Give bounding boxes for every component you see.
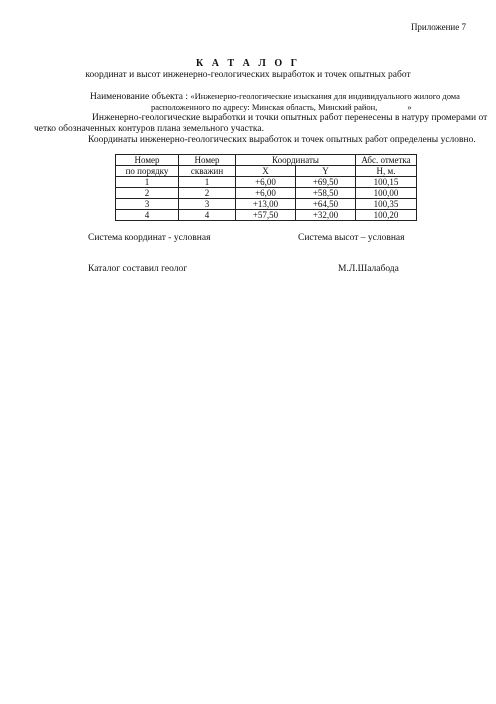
document-title: К А Т А Л О Г (196, 58, 300, 69)
cell-h: 100,15 (356, 177, 417, 188)
header-elev-bottom: Н, м. (356, 166, 417, 177)
cell-x: +6,00 (236, 177, 296, 188)
header-order-top: Номер (116, 155, 179, 166)
header-elev-top: Абс. отметка (356, 155, 417, 166)
cell-well: 4 (179, 210, 236, 221)
object-value-line2: расположенного по адресу: Минская область, Минский район, (151, 102, 378, 112)
header-well-top: Номер (179, 155, 236, 166)
object-name-line2 (151, 102, 412, 112)
cell-h: 100,00 (356, 188, 417, 199)
cell-order: 1 (116, 177, 179, 188)
header-coords: Координаты (236, 155, 356, 166)
cell-order: 3 (116, 199, 179, 210)
appendix-label: Приложение 7 (410, 22, 466, 32)
object-label: Наименование объекта : (90, 92, 191, 102)
cell-well: 2 (179, 188, 236, 199)
coordinates-table (115, 154, 417, 221)
cell-h: 100,35 (356, 199, 417, 210)
cell-y: +32,00 (296, 210, 356, 221)
header-order-bottom: по порядку (116, 166, 179, 177)
coordinate-system-note: Система координат - условная (88, 233, 211, 243)
paragraph1-line2: четко обозначенных контуров плана земельного участка. (34, 124, 264, 134)
object-name-line1 (90, 91, 460, 102)
cell-h: 100,20 (356, 210, 417, 221)
paragraph1-line1: Инженерно-геологические выработки и точки опытных работ перенесены в натуру промерами от (92, 113, 488, 123)
compiled-by-label: Каталог составил геолог (88, 264, 188, 274)
table-row (116, 199, 417, 210)
cell-x: +57,50 (236, 210, 296, 221)
header-x: X (236, 166, 296, 177)
table-row (116, 210, 417, 221)
cell-y: +58,50 (296, 188, 356, 199)
paragraph2: Координаты инженерно-геологических выработок и точек опытных работ определены условно. (88, 135, 476, 145)
cell-y: +64,50 (296, 199, 356, 210)
cell-order: 4 (116, 210, 179, 221)
table-header-row (116, 166, 417, 177)
header-y: Y (296, 166, 356, 177)
table-row (116, 188, 417, 199)
cell-x: +6,00 (236, 188, 296, 199)
cell-order: 2 (116, 188, 179, 199)
object-close-quote: » (407, 102, 412, 112)
geologist-name: М.Л.Шалабода (338, 264, 399, 274)
header-well-bottom: скважин (179, 166, 236, 177)
table-row (116, 177, 417, 188)
cell-well: 3 (179, 199, 236, 210)
object-value-line1: «Инженерно-геологические изыскания для индивидуального жилого дома (190, 91, 460, 101)
document-subtitle: координат и высот инженерно-геологических выработок и точек опытных работ (85, 70, 411, 80)
cell-x: +13,00 (236, 199, 296, 210)
cell-well: 1 (179, 177, 236, 188)
cell-y: +69,50 (296, 177, 356, 188)
table-header-row (116, 155, 417, 166)
height-system-note: Система высот – условная (298, 233, 405, 243)
